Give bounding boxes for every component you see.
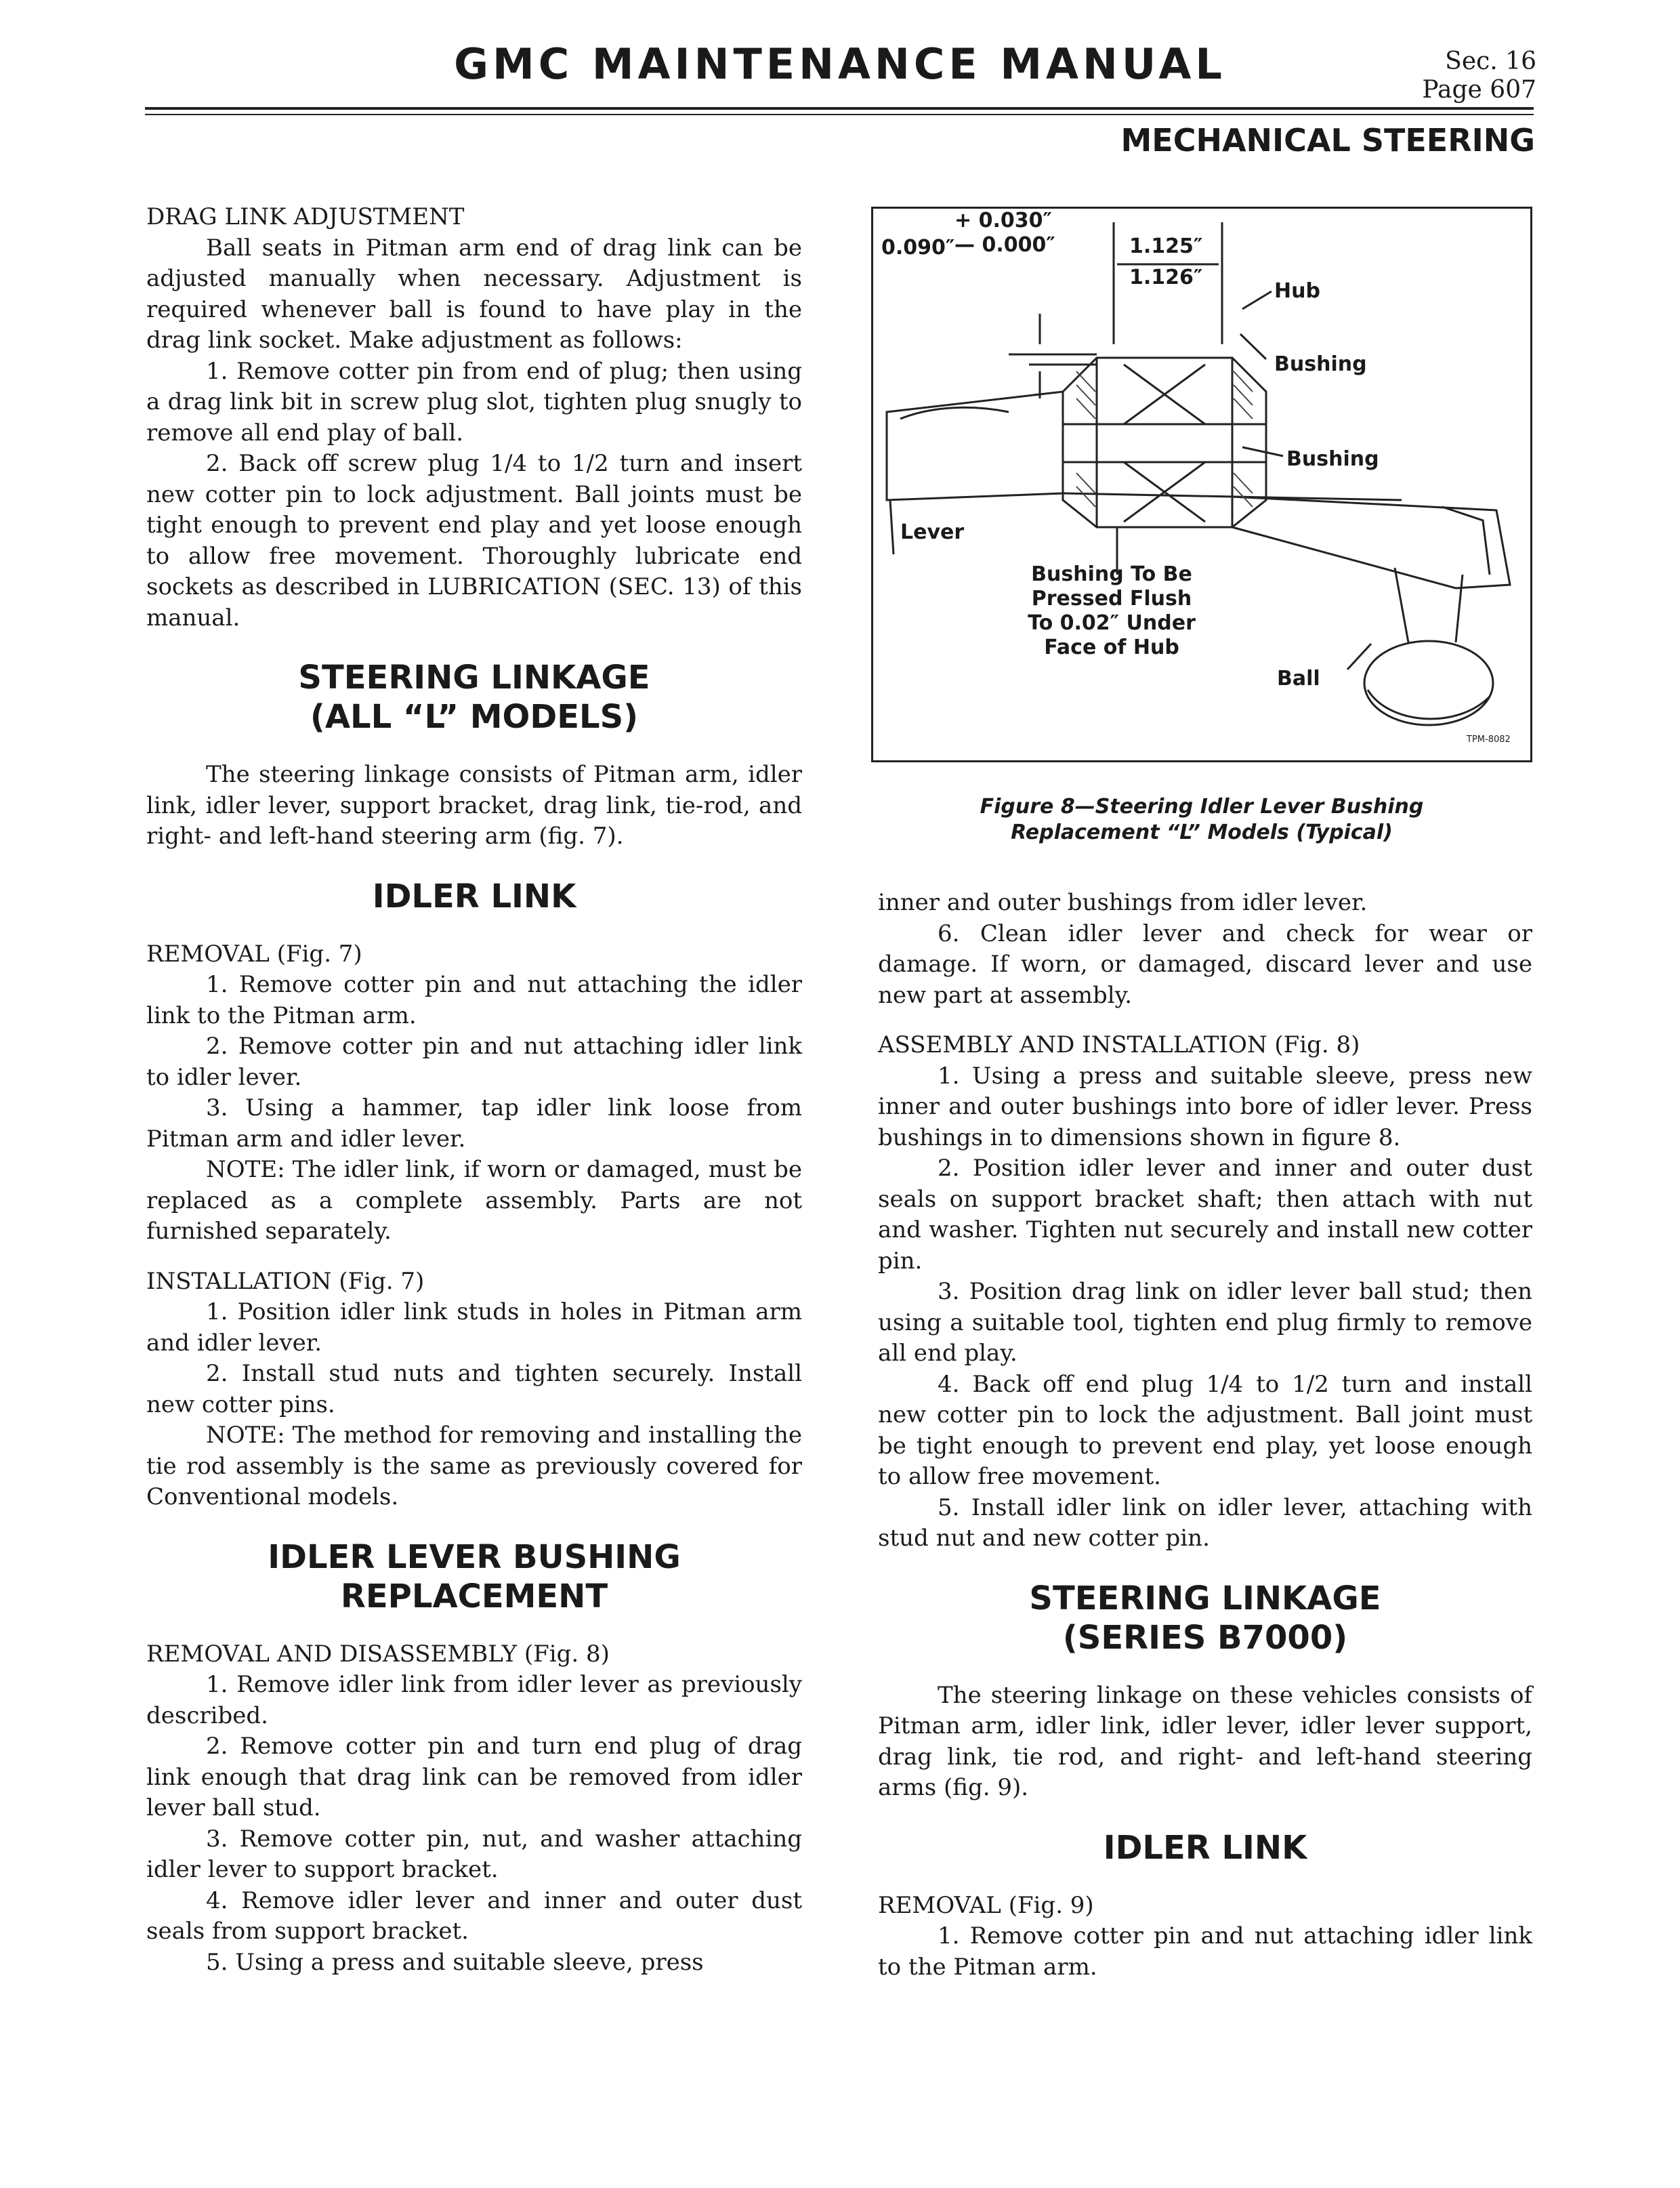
caption-line: Figure 8—Steering Idler Lever Bushing xyxy=(980,795,1424,819)
paragraph: 5. Install idler link on idler lever, attaching with stud nut and new cotter pin. xyxy=(878,1493,1532,1552)
label-bushing-top: Bushing xyxy=(1274,352,1367,376)
paragraph: 2. Remove cotter pin and nut attaching idler link to idler lever. xyxy=(146,1033,802,1091)
paragraph: 5. Using a press and suitable sleeve, press xyxy=(206,1948,704,1976)
tolerance-minus: — 0.000″ xyxy=(954,233,1055,257)
section-number: Sec. 16 xyxy=(1445,47,1536,75)
figure-caption xyxy=(871,794,1532,846)
left-column xyxy=(146,202,802,1978)
figure-code: TPM-8082 xyxy=(1467,735,1511,745)
label-ball: Ball xyxy=(1277,667,1320,690)
label-bushing-bottom: Bushing xyxy=(1286,447,1379,471)
idler-lever-drawing xyxy=(873,209,1530,760)
paragraph: 2. Position idler lever and inner and outer dust seals on support bracket shaft; then attach with nut and washer. Tighten nut securely and install new cotter pin. xyxy=(878,1155,1532,1275)
installation-heading: INSTALLATION (Fig. 7) xyxy=(146,1267,425,1295)
dimension-tolerance xyxy=(954,209,1070,257)
note-line: Pressed Flush xyxy=(1031,587,1192,611)
paragraph: The steering linkage on these vehicles consists of Pitman arm, idler link, idler lever, idler lever support, drag link, tie rod, and right- and left-hand steering arms (fig. 9). xyxy=(878,1681,1532,1801)
paragraph: 2. Remove cotter pin and turn end plug of drag link enough that drag link can be removed from idler lever ball stud. xyxy=(146,1733,802,1821)
paragraph: 1. Remove cotter pin and nut attaching idler link to the Pitman arm. xyxy=(878,1922,1532,1981)
paragraph: 1. Remove cotter pin and nut attaching the idler link to the Pitman arm. xyxy=(146,971,802,1029)
heading-line: REPLACEMENT xyxy=(340,1577,608,1615)
dimension-090: 0.090″ xyxy=(881,236,955,260)
manual-title: GMC MAINTENANCE MANUAL xyxy=(454,39,1226,89)
dimension-1126: 1.126″ xyxy=(1129,266,1203,289)
heading-line: (SERIES B7000) xyxy=(1062,1618,1348,1657)
caption-line: Replacement “L” Models (Typical) xyxy=(1011,821,1393,844)
removal-disassembly-heading: REMOVAL AND DISASSEMBLY (Fig. 8) xyxy=(146,1640,610,1668)
idler-link-heading: IDLER LINK xyxy=(372,877,576,915)
heading-line: IDLER LEVER BUSHING xyxy=(268,1537,681,1576)
paragraph: 1. Remove idler link from idler lever as previously described. xyxy=(146,1671,802,1729)
label-lever: Lever xyxy=(900,520,965,544)
paragraph: inner and outer bushings from idler lever. xyxy=(878,889,1368,916)
assembly-installation-heading: ASSEMBLY AND INSTALLATION (Fig. 8) xyxy=(878,1031,1360,1058)
right-column xyxy=(878,888,1532,1983)
note-paragraph: NOTE: The idler link, if worn or damaged, must be replaced as a complete assembly. Parts are not furnished separately. xyxy=(146,1156,802,1245)
note-line: To 0.02″ Under xyxy=(1028,611,1196,635)
removal-heading: REMOVAL (Fig. 7) xyxy=(146,940,362,968)
steering-linkage-b7000-heading xyxy=(878,1579,1532,1657)
note-line: Face of Hub xyxy=(1044,636,1179,659)
heading-line: STEERING LINKAGE xyxy=(1029,1579,1381,1617)
steering-linkage-l-heading xyxy=(146,658,802,737)
paragraph: The steering linkage consists of Pitman arm, idler link, idler lever, support bracket, drag link, tie-rod, and right- and left-hand steering arm (fig. 7). xyxy=(146,761,802,850)
paragraph: 1. Position idler link studs in holes in Pitman arm and idler lever. xyxy=(146,1298,802,1357)
dimension-1125: 1.125″ xyxy=(1129,234,1203,258)
paragraph: 3. Remove cotter pin, nut, and washer attaching idler lever to support bracket. xyxy=(146,1825,802,1883)
paragraph: 3. Position drag link on idler lever ball stud; then using a suitable tool, tighten end plug firmly to remove all end play. xyxy=(878,1278,1532,1367)
paragraph: 2. Install stud nuts and tighten securely. Install new cotter pins. xyxy=(146,1360,802,1418)
section-subtitle: MECHANICAL STEERING xyxy=(1120,122,1535,159)
bushing-note xyxy=(1024,562,1200,660)
tolerance-plus: + 0.030″ xyxy=(954,209,1052,232)
paragraph: 3. Using a hammer, tap idler link loose from Pitman arm and idler lever. xyxy=(146,1094,802,1153)
paragraph: 6. Clean idler lever and check for wear or damage. If worn, or damaged, discard lever and use new part at assembly. xyxy=(878,920,1532,1009)
note-paragraph: NOTE: The method for removing and installing the tie rod assembly is the same as previously covered for Conventional models. xyxy=(146,1422,802,1510)
paragraph: 4. Remove idler lever and inner and outer dust seals from support bracket. xyxy=(146,1886,802,1945)
header-rule-top xyxy=(145,107,1534,110)
heading-line: (ALL “L” MODELS) xyxy=(310,698,639,736)
paragraph: 4. Back off end plug 1/4 to 1/2 turn and install new cotter pin to lock the adjustment. Ball joint must be tight enough to prevent end play, yet loose enough to allow free movement. xyxy=(878,1370,1532,1490)
figure-8-diagram xyxy=(871,207,1532,762)
section-page-info xyxy=(1422,47,1536,104)
idler-link-heading: IDLER LINK xyxy=(1103,1828,1307,1867)
idler-lever-bushing-heading xyxy=(146,1537,802,1616)
removal-heading: REMOVAL (Fig. 9) xyxy=(878,1891,1094,1919)
drag-link-heading: DRAG LINK ADJUSTMENT xyxy=(146,203,465,230)
page-number: Page 607 xyxy=(1422,76,1536,104)
paragraph: 1. Remove cotter pin from end of plug; then using a drag link bit in screw plug slot, tighten plug snugly to remove all end play of ball. xyxy=(146,357,802,447)
header-rule-bottom xyxy=(145,114,1534,115)
note-line: Bushing To Be xyxy=(1031,562,1192,586)
paragraph: Ball seats in Pitman arm end of drag link can be adjusted manually when necessary. Adjustment is required whenever ball is found to have play in the drag link socket. Make adjustment as follows: xyxy=(146,234,802,354)
paragraph: 2. Back off screw plug 1/4 to 1/2 turn and insert new cotter pin to lock adjustment. Ball joints must be tight enough to prevent end play and yet loose enough to allow free movement. Thoroughly lubricate end sockets as described in LUBRICATION (SEC. 13) of this manual. xyxy=(146,450,802,632)
label-hub: Hub xyxy=(1274,279,1320,303)
paragraph: 1. Using a press and suitable sleeve, press new inner and outer bushings into bore of idler lever. Press bushings in to dimensions shown in figure 8. xyxy=(878,1062,1532,1151)
heading-line: STEERING LINKAGE xyxy=(298,659,650,697)
